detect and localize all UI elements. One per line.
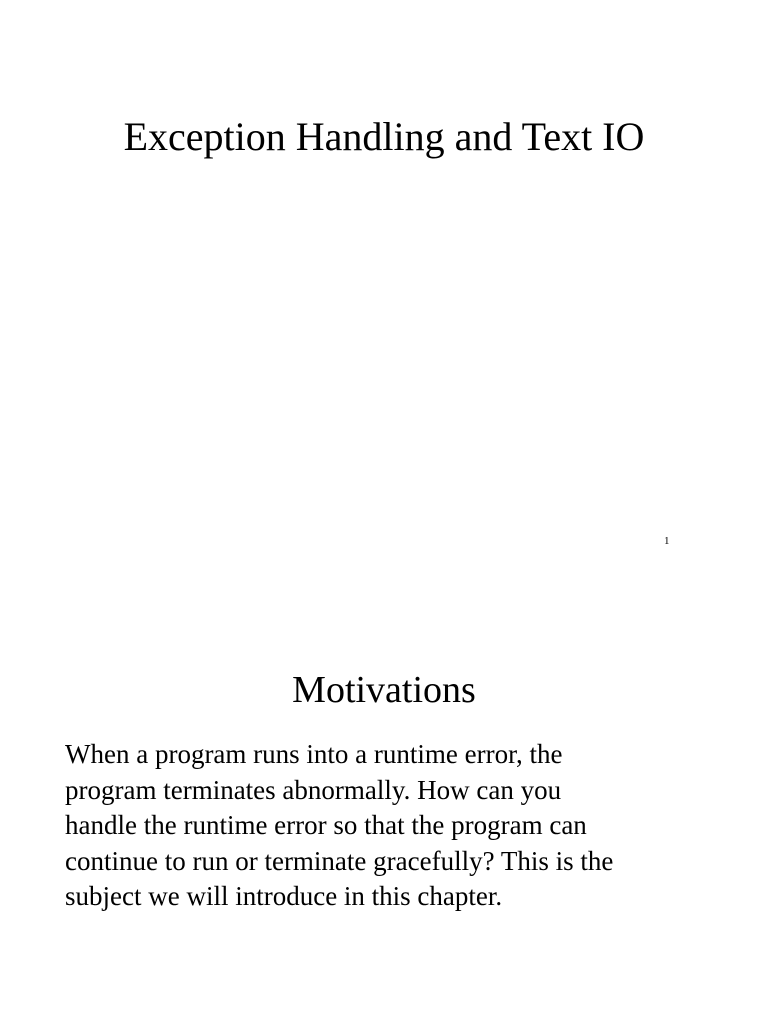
slide-title: Exception Handling and Text IO xyxy=(123,114,645,159)
slide-body-text xyxy=(65,737,725,915)
body-line: handle the runtime error so that the program can xyxy=(65,810,587,840)
slide-title: Motivations xyxy=(292,669,476,711)
slide-motivations xyxy=(0,560,768,1024)
body-line: When a program runs into a runtime error, the xyxy=(65,739,563,769)
page-number: 1 xyxy=(664,535,670,547)
body-line: program terminates abnormally. How can you xyxy=(65,774,562,805)
body-line: continue to run or terminate gracefully? This is the xyxy=(65,845,614,876)
body-line: subject we will introduce in this chapter. xyxy=(65,881,503,911)
